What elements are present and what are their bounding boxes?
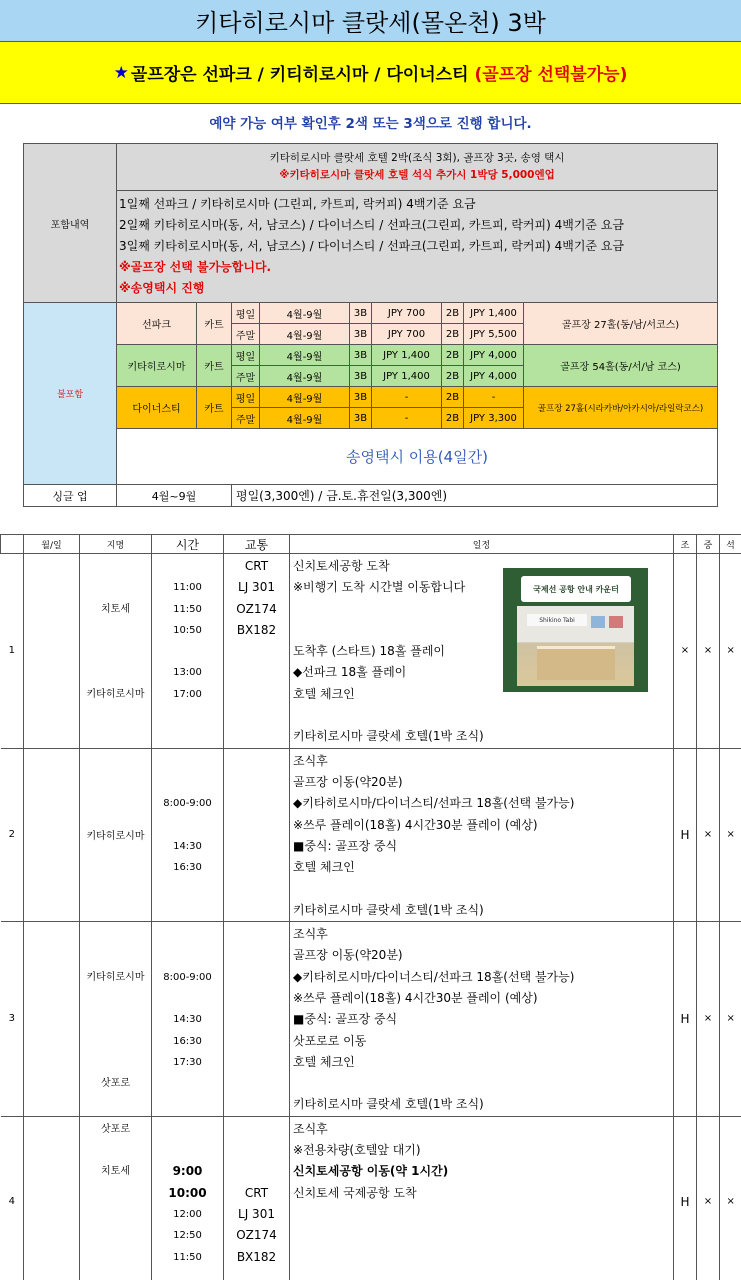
itinerary-cell <box>290 748 674 921</box>
banner-warning: (골프장 선택불가능) <box>474 65 628 85</box>
transport-value: LJ 301 <box>238 580 275 595</box>
included-day-2: 2일째 키타히로시마(동, 서, 남코스) / 다이너스티 / 선파크(그린피, 카트피, 락커피) 4백기준 요금 <box>119 218 625 232</box>
date-cell <box>24 748 80 921</box>
season: 4월-9월 <box>260 387 350 408</box>
header-transport: 교통 <box>224 535 290 554</box>
excluded-label: 불포함 <box>24 303 117 485</box>
itinerary-cell <box>290 1116 674 1280</box>
time-value: 8:00-9:00 <box>163 971 212 983</box>
bag-2: 2B <box>442 387 464 408</box>
itinerary-line: ◆선파크 18홀 플레이 <box>293 665 407 680</box>
day-type: 평일 <box>232 345 260 366</box>
itinerary-line: 호텔 체크인 <box>293 686 355 701</box>
header-dinner: 석 <box>720 535 741 554</box>
meal-lunch: × <box>697 748 720 921</box>
place-cell <box>80 922 152 1117</box>
meal-breakfast: H <box>674 1116 697 1280</box>
season: 4월-9월 <box>260 324 350 345</box>
itinerary-line: 신치토세공항 이동(약 1시간) <box>293 1164 449 1179</box>
course-info: 골프장 54홀(동/서/남 코스) <box>524 345 718 387</box>
time-cell <box>152 748 224 921</box>
day-num: 3 <box>1 922 24 1117</box>
place-name: 키타히로시마 <box>86 971 145 983</box>
image-caption: 국제선 공항 안내 카운터 <box>521 576 631 602</box>
price-2b: JPY 5,500 <box>464 324 524 345</box>
itinerary-line: ◆키타히로시마/다이너스티/선파크 18홀(선택 불가능) <box>293 969 575 984</box>
bag-2: 2B <box>442 303 464 324</box>
season: 4월-9월 <box>260 408 350 429</box>
no-course-selection-note: ※골프장 선택 불가능합니다. <box>119 260 272 274</box>
bag-2: 2B <box>442 324 464 345</box>
time-value: 12:00 <box>173 1208 202 1220</box>
transport-value: CRT <box>244 559 269 573</box>
counter-sign: Shikino Tabi <box>527 614 587 626</box>
itinerary-line: 키타히로시마 클랏세 호텔(1박 조식) <box>293 729 484 744</box>
place-cell <box>80 1116 152 1280</box>
included-line: 키타히로시마 클랏세 호텔 2박(조식 3회), 골프장 3곳, 송영 택시 <box>269 152 565 164</box>
season: 4월-9월 <box>260 345 350 366</box>
header-lunch: 중 <box>697 535 720 554</box>
day-num: 2 <box>1 748 24 921</box>
header-breakfast: 조 <box>674 535 697 554</box>
day-type: 평일 <box>232 303 260 324</box>
day-type: 주말 <box>232 408 260 429</box>
place-name: 키타히로시마 <box>86 688 145 700</box>
meal-lunch: × <box>697 554 720 749</box>
included-day-3: 3일째 키타히로시마(동, 서, 남코스) / 다이너스티 / 선파크(그린피, 카트피, 락커피) 4백기준 요금 <box>119 239 625 253</box>
taxi-usage: 송영택시 이용(4일간) <box>117 429 718 485</box>
transport-value: BX182 <box>236 622 277 637</box>
meal-dinner: × <box>720 748 741 921</box>
price-2b: JPY 3,300 <box>464 408 524 429</box>
taxi-note: ※송영택시 진행 <box>119 281 205 295</box>
time-value: 17:00 <box>173 688 202 700</box>
time-value: 16:30 <box>173 862 202 874</box>
day-type: 평일 <box>232 387 260 408</box>
header-itinerary: 일정 <box>290 535 674 554</box>
cart-label: 카트 <box>197 345 232 387</box>
itinerary-line: ※전용차량(호텔앞 대기) <box>293 1143 421 1158</box>
bag-3: 3B <box>350 345 372 366</box>
meal-breakfast: H <box>674 922 697 1117</box>
time-value: 8:00-9:00 <box>163 798 212 810</box>
single-upgrade-period: 4월~9월 <box>117 485 232 507</box>
bag-2: 2B <box>442 366 464 387</box>
itinerary-line: 호텔 체크인 <box>293 860 355 875</box>
time-value: 14:30 <box>173 840 202 852</box>
transport-cell <box>224 748 290 921</box>
itinerary-line: 키타히로시마 클랏세 호텔(1박 조식) <box>293 902 484 917</box>
itinerary-day-3 <box>1 922 741 1117</box>
time-value: 12:50 <box>173 1230 202 1242</box>
transport-value: OZ174 <box>236 1228 277 1243</box>
place-name: 키타히로시마 <box>80 748 152 921</box>
itinerary-day-4 <box>1 1116 741 1280</box>
included-label: 포함내역 <box>24 144 117 303</box>
itinerary-day-2 <box>1 748 741 921</box>
date-cell <box>24 922 80 1117</box>
course-name: 선파크 <box>117 303 197 345</box>
price-2b: - <box>464 387 524 408</box>
place-cell <box>80 554 152 749</box>
meal-dinner: × <box>720 1116 741 1280</box>
meal-dinner: × <box>720 554 741 749</box>
header-time: 시간 <box>152 535 224 554</box>
place-name: 삿포로 <box>101 1078 130 1090</box>
price-2b: JPY 1,400 <box>464 303 524 324</box>
screen-shape <box>609 616 623 628</box>
price-3b: JPY 1,400 <box>372 345 442 366</box>
dinner-surcharge-note: ※키타히로시마 클랏세 호텔 석식 추가시 1박당 5,000엔업 <box>279 169 555 181</box>
itinerary-line: ※쓰루 플레이(18홀) 4시간30분 플레이 (예상) <box>293 990 538 1005</box>
meal-dinner: × <box>720 922 741 1117</box>
date-cell <box>24 554 80 749</box>
bag-2: 2B <box>442 408 464 429</box>
course-name: 키타히로시마 <box>117 345 197 387</box>
day-num: 4 <box>1 1116 24 1280</box>
meal-lunch: × <box>697 1116 720 1280</box>
bag-3: 3B <box>350 303 372 324</box>
golf-course-banner <box>0 42 741 104</box>
itinerary-line: 골프장 이동(약20분) <box>293 774 403 789</box>
time-value: 14:30 <box>173 1014 202 1026</box>
itinerary-line: 조식후 <box>293 753 328 768</box>
airport-counter-image <box>503 568 648 692</box>
itinerary-line: 조식후 <box>293 1121 328 1136</box>
star-icon: ★ <box>113 62 129 83</box>
itinerary-line: ※쓰루 플레이(18홀) 4시간30분 플레이 (예상) <box>293 817 538 832</box>
season: 4월-9월 <box>260 366 350 387</box>
page-title-text: 키타히로시마 클랏세(몰온천) 3박 <box>195 9 546 37</box>
time-value: 17:30 <box>173 1056 202 1068</box>
day-num: 1 <box>1 554 24 749</box>
itinerary-line: 조식후 <box>293 927 328 942</box>
cart-label: 카트 <box>197 387 232 429</box>
header-cell <box>1 535 24 554</box>
price-3b: JPY 1,400 <box>372 366 442 387</box>
season: 4월-9월 <box>260 303 350 324</box>
time-cell <box>152 554 224 749</box>
screen-shape <box>591 616 605 628</box>
bag-3: 3B <box>350 366 372 387</box>
bag-3: 3B <box>350 408 372 429</box>
time-cell <box>152 1116 224 1280</box>
transport-value: CRT <box>244 1185 269 1200</box>
itinerary-line: ■중식: 골프장 중식 <box>293 838 398 853</box>
day-type: 주말 <box>232 324 260 345</box>
desk-shape <box>537 646 615 680</box>
itinerary-line: 삿포로로 이동 <box>293 1033 367 1048</box>
meal-breakfast: H <box>674 748 697 921</box>
time-cell <box>152 922 224 1117</box>
header-date: 월/일 <box>24 535 80 554</box>
meal-lunch: × <box>697 922 720 1117</box>
included-summary <box>117 144 718 191</box>
time-value: 11:50 <box>173 603 202 615</box>
time-value: 16:30 <box>173 1035 202 1047</box>
transport-cell <box>224 1116 290 1280</box>
price-3b: - <box>372 408 442 429</box>
included-day-1: 1일째 선파크 / 키타히로시마 (그린피, 카트피, 락커피) 4백기준 요금 <box>119 197 476 211</box>
itinerary-line: 호텔 체크인 <box>293 1054 355 1069</box>
transport-cell <box>224 922 290 1117</box>
itinerary-line: 도착후 (스타트) 18홀 플레이 <box>293 644 445 659</box>
cart-label: 카트 <box>197 303 232 345</box>
bag-2: 2B <box>442 345 464 366</box>
single-upgrade-label: 싱글 업 <box>24 485 117 507</box>
itinerary-line: 신치토세 국제공항 도착 <box>293 1185 417 1200</box>
transport-value: BX182 <box>236 1249 277 1264</box>
single-upgrade-price: 평일(3,300엔) / 금.토.휴전일(3,300엔) <box>232 485 718 507</box>
time-value: 9:00 <box>172 1164 203 1179</box>
transport-cell <box>224 554 290 749</box>
page-title <box>0 0 741 42</box>
reservation-notice: 예약 가능 여부 확인후 2색 또는 3색으로 진행 합니다. <box>209 116 532 132</box>
price-3b: JPY 700 <box>372 303 442 324</box>
day-type: 주말 <box>232 366 260 387</box>
course-info: 골프장 27홀(동/남/서코스) <box>524 303 718 345</box>
transport-value: LJ 301 <box>238 1206 275 1221</box>
place-name: 치토세 <box>101 1166 130 1178</box>
place-name: 치토세 <box>101 603 130 615</box>
place-name: 삿포로 <box>101 1123 130 1135</box>
time-value: 10:50 <box>173 624 202 636</box>
course-info: 골프장 27홀(시라카바/아카시아/라일락코스) <box>524 387 718 429</box>
price-3b: - <box>372 387 442 408</box>
transport-value: OZ174 <box>236 601 277 616</box>
bag-3: 3B <box>350 387 372 408</box>
time-value: 11:00 <box>173 582 202 594</box>
itinerary-line: ◆키타히로시마/다이너스티/선파크 18홀(선택 불가능) <box>293 796 575 811</box>
date-cell <box>24 1116 80 1280</box>
price-3b: JPY 700 <box>372 324 442 345</box>
itinerary-line: 키타히로시마 클랏세 호텔(1박 조식) <box>293 1097 484 1112</box>
time-value: 11:50 <box>173 1251 202 1263</box>
time-value: 10:00 <box>168 1185 207 1200</box>
itinerary-line: ■중식: 골프장 중식 <box>293 1012 398 1027</box>
itinerary-line: 신치토세공항 도착 <box>293 559 390 573</box>
banner-text: 골프장은 선파크 / 키티히로시마 / 다이너스티 <box>130 65 469 85</box>
price-2b: JPY 4,000 <box>464 345 524 366</box>
price-table <box>23 143 718 507</box>
header-place: 지명 <box>80 535 152 554</box>
itinerary-line: ※비행기 도착 시간별 이동합니다 <box>293 580 466 595</box>
price-2b: JPY 4,000 <box>464 366 524 387</box>
course-name: 다이너스티 <box>117 387 197 429</box>
itinerary-cell <box>290 922 674 1117</box>
time-value: 13:00 <box>173 667 202 679</box>
included-days <box>117 191 718 303</box>
meal-breakfast: × <box>674 554 697 749</box>
bag-3: 3B <box>350 324 372 345</box>
itinerary-line: 골프장 이동(약20분) <box>293 948 403 963</box>
